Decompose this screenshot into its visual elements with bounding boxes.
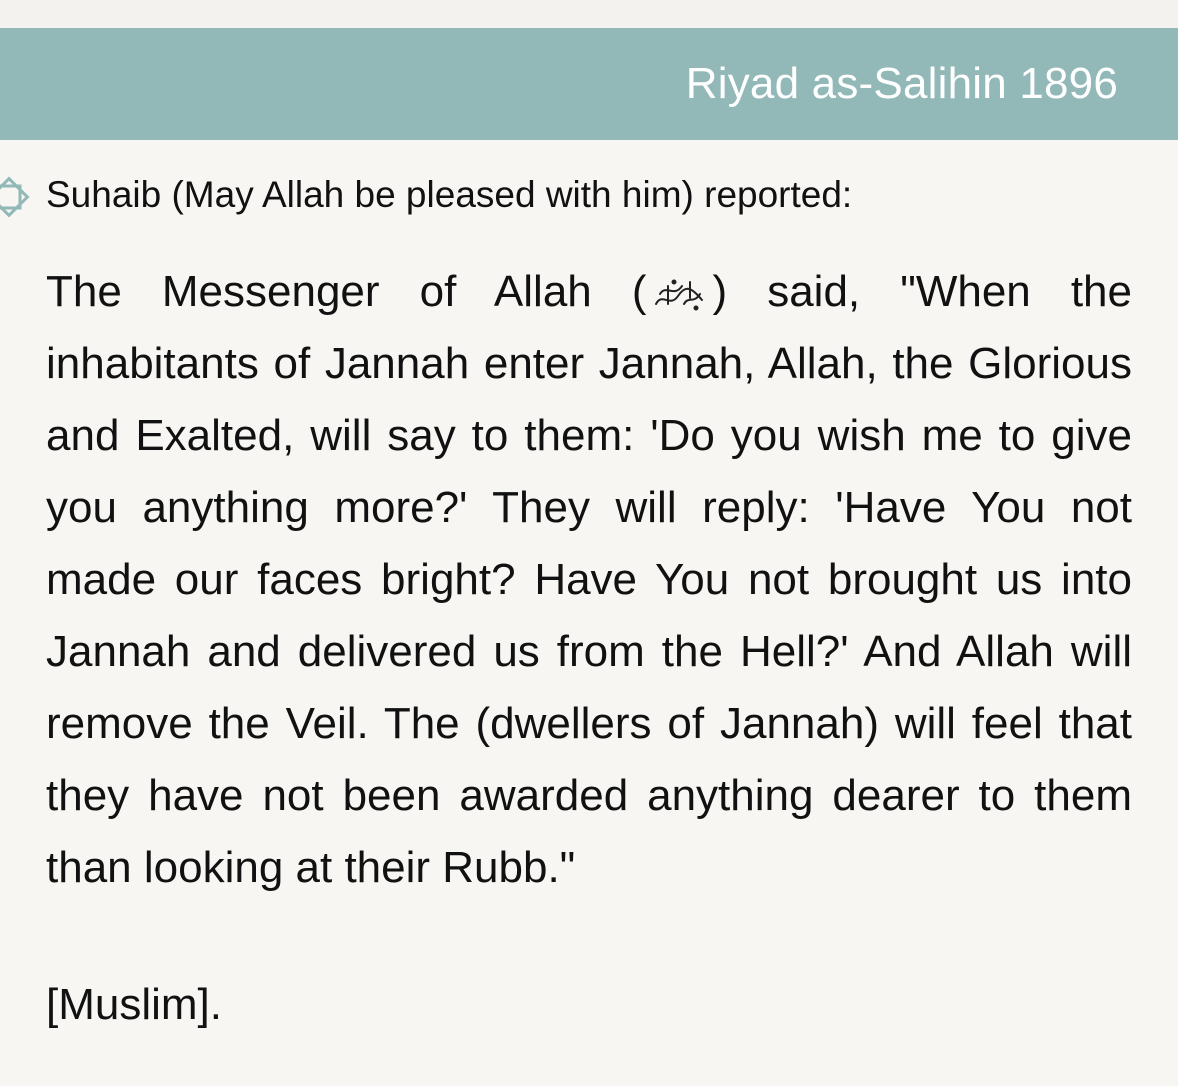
hadith-text-part2: ) said, "When the inhabitants of Jannah enter Jannah, Allah, the Glorious and Exalted, will say to them: 'Do you wish me to give you anything more?' They will reply: 'Have You not made our faces bright? Have You not brought us into Jannah and delivered us from the Hell?' And Allah will remove the Veil. The (dwellers of Jannah) will feel that they have not been awarded anything dearer to them than looking at their Rubb.": [46, 267, 1132, 892]
narrator-line: Suhaib (May Allah be pleased with him) reported:: [46, 174, 853, 215]
source-reference: [Muslim].: [46, 980, 222, 1029]
hadith-text-part1: The Messenger of Allah (: [46, 267, 647, 316]
salallahu-alayhi-wasallam-glyph: [648, 274, 710, 314]
top-strip: [0, 0, 1178, 28]
narrator-row: [0, 168, 1178, 228]
header-bar: [0, 28, 1178, 140]
page-title: Riyad as-Salihin 1896: [685, 59, 1118, 108]
star-ornament-icon: [0, 176, 30, 220]
hadith-text: [46, 256, 1132, 904]
